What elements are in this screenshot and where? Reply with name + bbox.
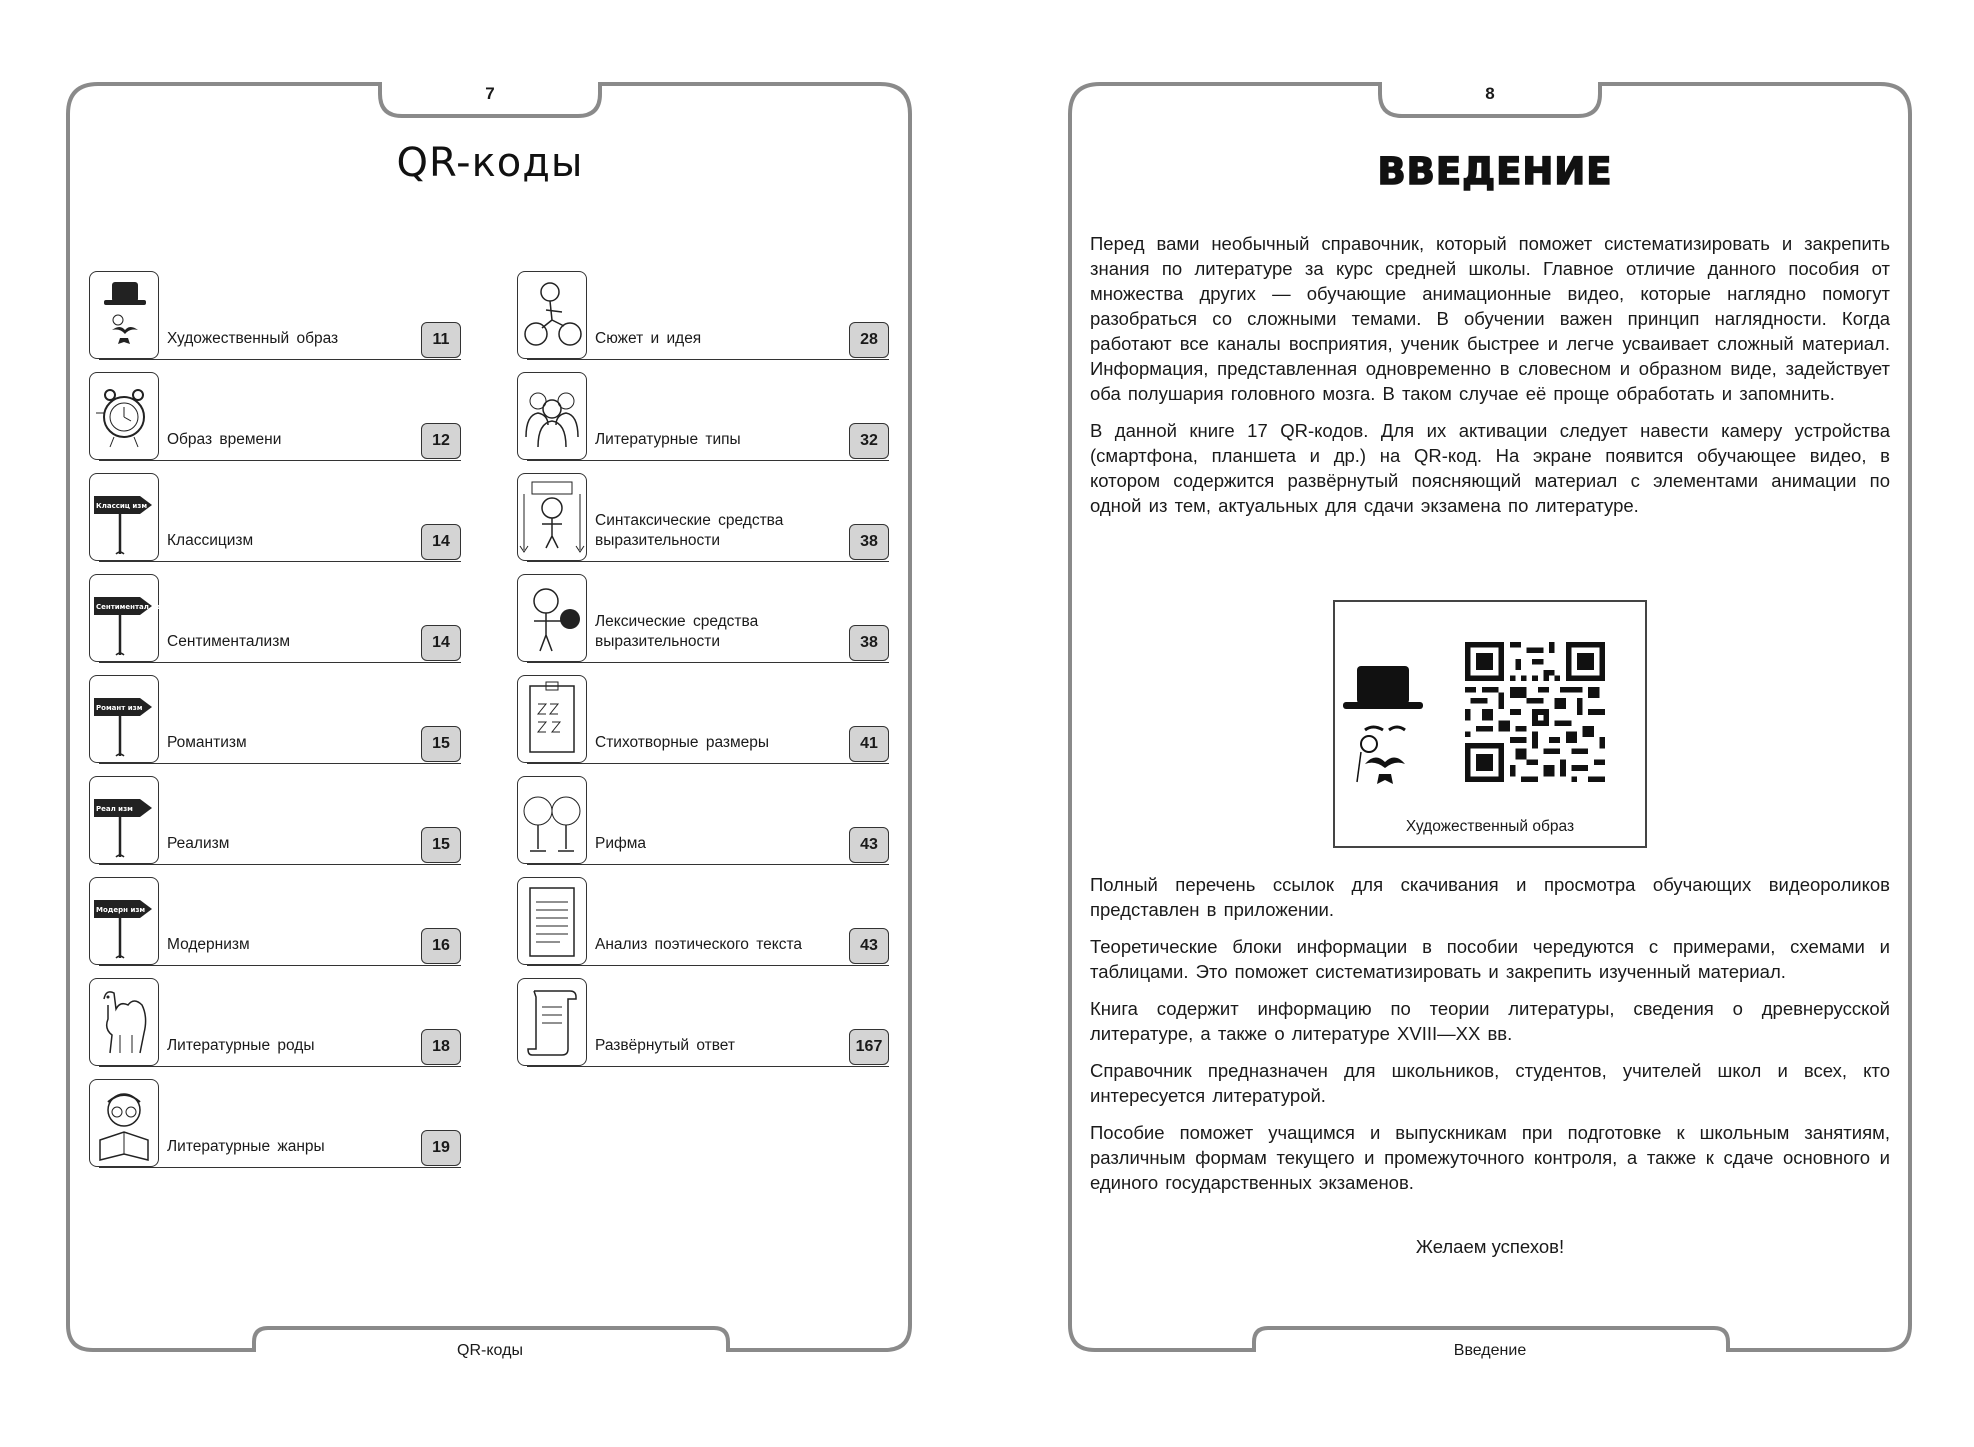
right-page-footer: Введение <box>1453 1342 1527 1359</box>
svg-text:Модерн изм: Модерн изм <box>96 906 146 914</box>
entry-label: Лексические средства выразительности <box>595 613 759 650</box>
toc-entry <box>89 776 461 866</box>
signpost-sentimentalism-icon <box>89 574 167 662</box>
entry-label: Литературные роды <box>167 1037 315 1054</box>
qr-example-caption: Художественный образ <box>1405 818 1575 835</box>
toc-entry <box>89 675 461 765</box>
people-group-icon <box>517 372 587 460</box>
entry-label: Модернизм <box>167 936 250 953</box>
entry-page-badge: 43 <box>849 827 889 863</box>
entry-page-badge: 38 <box>849 524 889 560</box>
right-page-number: 8 <box>1485 84 1495 103</box>
entry-label: Сентиментализм <box>167 633 290 650</box>
intro-text-top <box>1090 231 1890 530</box>
intro-text-bottom <box>1090 872 1890 1207</box>
entry-page-badge: 38 <box>849 625 889 661</box>
toc-entry <box>89 372 461 462</box>
toc-entry <box>89 574 461 664</box>
toc-entry <box>517 877 889 967</box>
intro-paragraph: Перед вами необычный справочник, который поможет систематизировать и закрепить знания по литературе за курс средней школы. Главное отличие данного пособия от множества других — обучающие анимационные видео, которые наглядно помогут разобраться со сложными темами. В обучении важен принцип наглядности. Когда работают все каналы восприятия, ученик быстрее и легче усваивает сложный материал. Информация, представленная одновременно в словесном и образном виде, задействует оба полушария головного мозга. В таком случае её проще обработать и запомнить. <box>1090 233 1890 404</box>
toc-entry <box>517 473 889 563</box>
lined-paper-icon <box>517 877 587 965</box>
entry-label: Классицизм <box>167 532 254 549</box>
toc-entry <box>517 271 889 361</box>
entry-page-badge: 167 <box>849 1029 889 1065</box>
toc-entry <box>517 675 889 765</box>
entry-page-badge: 16 <box>421 928 461 964</box>
svg-text:Романт изм: Романт изм <box>96 704 143 712</box>
cyclist-icon <box>517 271 587 359</box>
scroll-icon <box>517 978 587 1066</box>
left-page-title: QR-коды <box>396 140 584 186</box>
intro-paragraph: Теоретические блоки информации в пособии чередуются с примерами, схемами и таблицами. Это поможет систематизировать и закрепить изученный материал. <box>1090 936 1890 982</box>
entry-page-badge: 12 <box>421 423 461 459</box>
toc-entry <box>517 372 889 462</box>
camel-icon <box>89 978 159 1066</box>
intro-paragraph: Книга содержит информацию по теории литературы, сведения о древнерусской литературе, а также о литературе XVIII—XX вв. <box>1090 998 1890 1044</box>
intro-paragraph: Полный перечень ссылок для скачивания и просмотра обучающих видеороликов представлен в приложении. <box>1090 874 1890 920</box>
intro-paragraph: Справочник предназначен для школьников, студентов, учителей школ и всех, кто интересуется литературой. <box>1090 1060 1890 1106</box>
note-sheet-icon <box>517 675 587 763</box>
entry-page-badge: 32 <box>849 423 889 459</box>
entry-page-badge: 14 <box>421 524 461 560</box>
toc-entry <box>89 473 461 563</box>
entry-label: Литературные типы <box>595 431 741 448</box>
entry-label: Художественный образ <box>167 330 339 347</box>
figure-arrows-icon <box>517 473 587 561</box>
right-page-title: ВВЕДЕНИЕ <box>1377 150 1613 193</box>
svg-text:Классиц изм: Классиц изм <box>96 502 148 510</box>
entry-page-badge: 18 <box>421 1029 461 1065</box>
figure-ball-icon <box>517 574 587 662</box>
toc-entry <box>89 978 461 1068</box>
entry-page-badge: 15 <box>421 726 461 762</box>
qr-code-icon <box>1465 642 1605 782</box>
toc-entry <box>89 1079 461 1169</box>
trees-icon <box>517 776 587 864</box>
toc-entry <box>517 978 889 1068</box>
alarm-clock-icon <box>89 372 159 460</box>
toc-entry <box>517 574 889 664</box>
closing-wish: Желаем успехов! <box>1415 1236 1565 1257</box>
toc-entry <box>517 776 889 866</box>
svg-text:Реал изм: Реал изм <box>96 805 133 813</box>
intro-paragraph: Пособие поможет учащимся и выпускникам при подготовке к школьным занятиям, различным формам текущего и промежуточного контроля, а также к сдаче основного и единого государственных экзаменов. <box>1090 1122 1890 1193</box>
left-page-footer: QR-коды <box>457 1342 523 1359</box>
entry-label: Реализм <box>167 835 230 852</box>
entry-label: Развёрнутый ответ <box>595 1037 736 1054</box>
entry-page-badge: 19 <box>421 1130 461 1166</box>
toc-entry <box>89 877 461 967</box>
entry-page-badge: 15 <box>421 827 461 863</box>
entry-label: Синтаксические средства выразительности <box>595 512 784 549</box>
entry-label: Анализ поэтического текста <box>595 936 803 953</box>
entry-page-badge: 28 <box>849 322 889 358</box>
reader-icon <box>89 1079 159 1167</box>
entry-label: Сюжет и идея <box>595 330 702 347</box>
entry-page-badge: 14 <box>421 625 461 661</box>
entry-label: Рифма <box>595 835 647 852</box>
entry-label: Образ времени <box>167 431 282 448</box>
svg-text:Сентиментал изм: Сентиментал изм <box>96 603 167 611</box>
entry-page-badge: 11 <box>421 322 461 358</box>
signpost-classicism-icon <box>89 473 159 561</box>
qr-example-box <box>1333 600 1647 848</box>
entry-label: Литературные жанры <box>167 1138 325 1155</box>
entry-label: Стихотворные размеры <box>595 734 770 751</box>
signpost-romanticism-icon <box>89 675 159 763</box>
left-page-number: 7 <box>485 84 495 103</box>
intro-paragraph: В данной книге 17 QR-кодов. Для их активации следует навести камеру устройства (смартфона, планшета и др.) на QR-код. На экране появится обучающее видео, в котором содержится развёрнутый поясняющий материал с элементами анимации по одной из тем, актуальных для сдачи экзамена по литературе. <box>1090 420 1890 516</box>
entry-page-badge: 41 <box>849 726 889 762</box>
signpost-realism-icon <box>89 776 159 864</box>
signpost-modernism-icon <box>89 877 159 965</box>
toc-entry <box>89 271 461 361</box>
entry-page-badge: 43 <box>849 928 889 964</box>
entry-label: Романтизм <box>167 734 247 751</box>
gentleman-icon <box>89 271 159 359</box>
